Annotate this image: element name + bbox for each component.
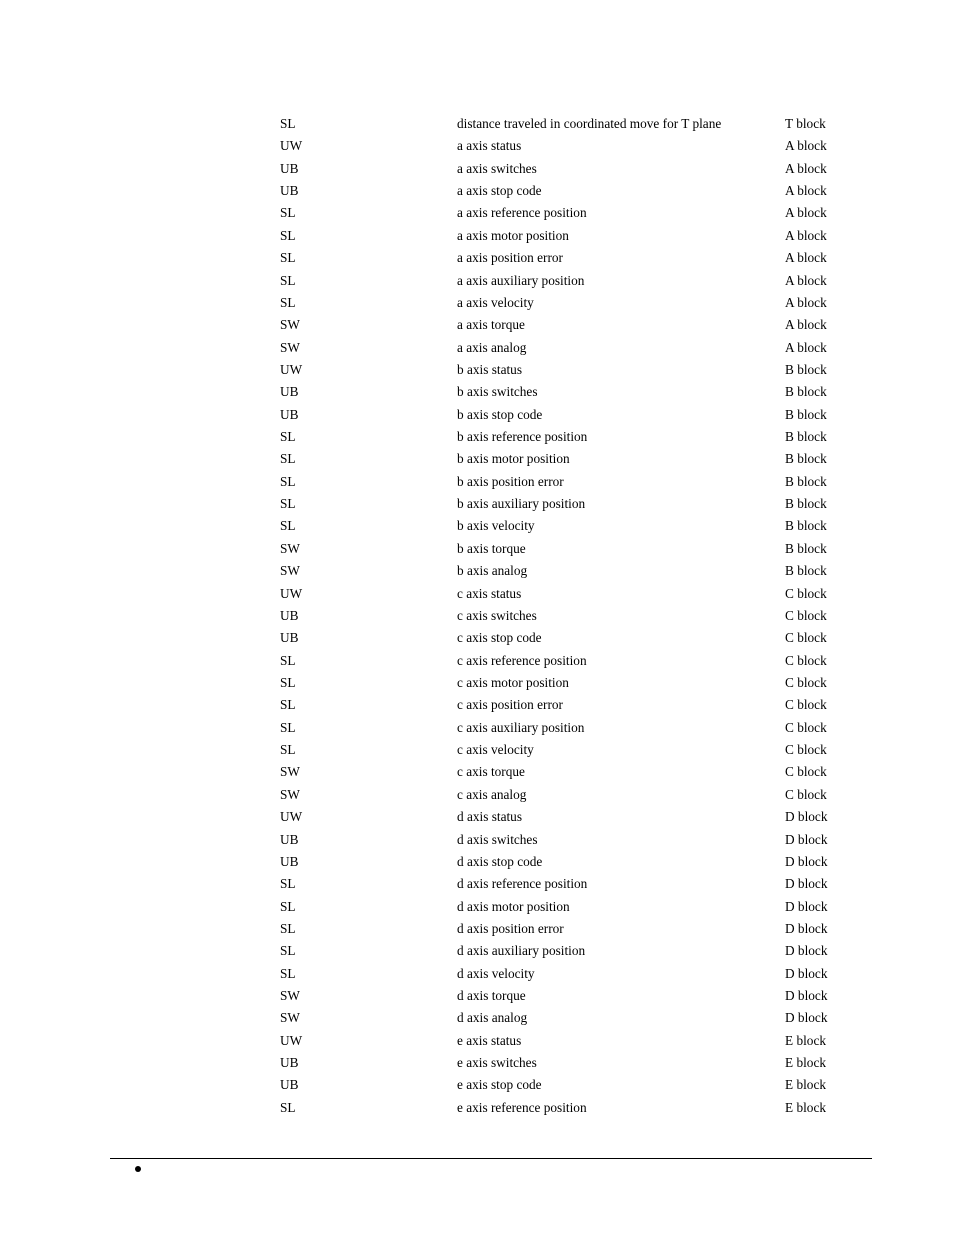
data-type-cell: SL (280, 473, 296, 489)
data-type-cell: UW (280, 1032, 303, 1048)
table-row (0, 515, 954, 537)
table-row (0, 359, 954, 381)
item-description-cell: d axis reference position (457, 876, 588, 892)
data-type-cell: UW (280, 138, 303, 154)
table-row (0, 158, 954, 180)
data-type-cell: SL (280, 943, 296, 959)
data-type-cell: SW (280, 988, 300, 1004)
table-row (0, 426, 954, 448)
footer-rule (110, 1158, 872, 1159)
item-description-cell: a axis velocity (457, 294, 534, 310)
data-type-cell: SL (280, 1099, 296, 1115)
item-description-cell: a axis position error (457, 250, 563, 266)
block-cell: D block (785, 988, 828, 1004)
table-row (0, 761, 954, 783)
block-cell: D block (785, 943, 828, 959)
item-description-cell: d axis switches (457, 831, 538, 847)
block-cell: B block (785, 451, 827, 467)
block-cell: A block (785, 339, 827, 355)
block-cell: A block (785, 294, 827, 310)
data-type-cell: SL (280, 742, 296, 758)
data-type-cell: UB (280, 406, 299, 422)
item-description-cell: a axis motor position (457, 227, 569, 243)
block-cell: A block (785, 160, 827, 176)
block-cell: A block (785, 183, 827, 199)
data-type-cell: SL (280, 116, 296, 131)
table-row (0, 694, 954, 716)
data-record-table (0, 113, 954, 1119)
data-type-cell: UW (280, 585, 303, 601)
item-description-cell: a axis reference position (457, 205, 587, 221)
item-description-cell: b axis reference position (457, 429, 588, 445)
item-description-cell: a axis stop code (457, 183, 542, 199)
table-row (0, 381, 954, 403)
data-type-cell: UB (280, 1055, 299, 1071)
block-cell: A block (785, 317, 827, 333)
block-cell: B block (785, 518, 827, 534)
data-type-cell: SL (280, 719, 296, 735)
data-type-cell: SW (280, 764, 300, 780)
item-description-cell: c axis auxiliary position (457, 719, 585, 735)
data-type-cell: SL (280, 429, 296, 445)
table-row (0, 1030, 954, 1052)
table-row (0, 896, 954, 918)
block-cell: E block (785, 1055, 826, 1071)
data-type-cell: SL (280, 227, 296, 243)
data-type-cell: UB (280, 607, 299, 623)
data-type-cell: UB (280, 1077, 299, 1093)
block-cell: D block (785, 876, 828, 892)
data-type-cell: UB (280, 853, 299, 869)
item-description-cell: b axis position error (457, 473, 564, 489)
item-description-cell: a axis analog (457, 339, 527, 355)
block-cell: B block (785, 496, 827, 512)
item-description-cell: c axis velocity (457, 742, 534, 758)
item-description-cell: c axis position error (457, 697, 563, 713)
data-type-cell: SL (280, 272, 296, 288)
table-row (0, 448, 954, 470)
data-type-cell: SW (280, 317, 300, 333)
item-description-cell: d axis stop code (457, 853, 543, 869)
table-row (0, 829, 954, 851)
data-type-cell: SW (280, 540, 300, 556)
data-type-cell: SL (280, 451, 296, 467)
block-cell: D block (785, 853, 828, 869)
block-cell: D block (785, 809, 828, 825)
item-description-cell: b axis auxiliary position (457, 496, 586, 512)
item-description-cell: d axis torque (457, 988, 526, 1004)
data-type-cell: SL (280, 965, 296, 981)
block-cell: C block (785, 630, 827, 646)
block-cell: D block (785, 920, 828, 936)
table-row (0, 1074, 954, 1096)
table-row (0, 940, 954, 962)
block-cell: A block (785, 272, 827, 288)
item-description-cell: c axis status (457, 585, 522, 601)
table-row (0, 404, 954, 426)
item-description-cell: b axis torque (457, 540, 526, 556)
item-description-cell: a axis switches (457, 160, 537, 176)
item-description-cell: c axis reference position (457, 652, 587, 668)
data-type-cell: SL (280, 518, 296, 534)
item-description-cell: d axis position error (457, 920, 564, 936)
block-cell: D block (785, 1010, 828, 1026)
data-type-cell: SL (280, 496, 296, 512)
table-row (0, 135, 954, 157)
block-cell: C block (785, 652, 827, 668)
block-cell: E block (785, 1032, 826, 1048)
table-row (0, 538, 954, 560)
block-cell: A block (785, 138, 827, 154)
table-row (0, 985, 954, 1007)
data-type-cell: UB (280, 384, 299, 400)
item-description-cell: b axis stop code (457, 406, 543, 422)
table-row (0, 806, 954, 828)
data-type-cell: UB (280, 630, 299, 646)
block-cell: D block (785, 898, 828, 914)
block-cell: E block (785, 1099, 826, 1115)
table-row (0, 337, 954, 359)
table-row (0, 627, 954, 649)
item-description-cell: d axis motor position (457, 898, 570, 914)
block-cell: C block (785, 585, 827, 601)
item-description-cell: e axis reference position (457, 1099, 587, 1115)
block-cell: B block (785, 361, 827, 377)
data-type-cell: SL (280, 920, 296, 936)
block-cell: C block (785, 719, 827, 735)
data-type-cell: SW (280, 339, 300, 355)
block-cell: T block (785, 116, 826, 131)
item-description-cell: a axis auxiliary position (457, 272, 585, 288)
block-cell: A block (785, 227, 827, 243)
table-row (0, 963, 954, 985)
table-row (0, 605, 954, 627)
table-row (0, 784, 954, 806)
item-description-cell: b axis status (457, 361, 523, 377)
block-cell: D block (785, 831, 828, 847)
item-description-cell: d axis analog (457, 1010, 528, 1026)
table-row (0, 225, 954, 247)
block-cell: C block (785, 764, 827, 780)
item-description-cell: a axis torque (457, 317, 525, 333)
item-description-cell: d axis velocity (457, 965, 535, 981)
table-row (0, 918, 954, 940)
item-description-cell: e axis stop code (457, 1077, 542, 1093)
block-cell: A block (785, 250, 827, 266)
block-cell: B block (785, 429, 827, 445)
table-row (0, 471, 954, 493)
data-type-cell: SL (280, 898, 296, 914)
data-type-cell: SW (280, 786, 300, 802)
item-description-cell: e axis switches (457, 1055, 537, 1071)
data-type-cell: UW (280, 361, 303, 377)
bullet-icon (135, 1166, 141, 1172)
table-row (0, 1097, 954, 1119)
table-row (0, 1052, 954, 1074)
table-row (0, 270, 954, 292)
block-cell: D block (785, 965, 828, 981)
item-description-cell: c axis switches (457, 607, 537, 623)
table-row (0, 650, 954, 672)
item-description-cell: a axis status (457, 138, 522, 154)
table-row (0, 247, 954, 269)
table-row (0, 493, 954, 515)
item-description-cell: c axis motor position (457, 674, 569, 690)
block-cell: E block (785, 1077, 826, 1093)
block-cell: B block (785, 384, 827, 400)
table-row (0, 583, 954, 605)
table-row (0, 180, 954, 202)
block-cell: B block (785, 563, 827, 579)
table-row (0, 851, 954, 873)
table-row (0, 1007, 954, 1029)
data-type-cell: UB (280, 831, 299, 847)
block-cell: C block (785, 786, 827, 802)
data-type-cell: SL (280, 876, 296, 892)
data-type-cell: SL (280, 294, 296, 310)
data-type-cell: UW (280, 809, 303, 825)
item-description-cell: b axis velocity (457, 518, 535, 534)
block-cell: C block (785, 697, 827, 713)
item-description-cell: b axis switches (457, 384, 538, 400)
block-cell: B block (785, 473, 827, 489)
data-type-cell: UB (280, 160, 299, 176)
block-cell: C block (785, 607, 827, 623)
block-cell: C block (785, 674, 827, 690)
item-description-cell: b axis motor position (457, 451, 570, 467)
item-description-cell: e axis status (457, 1032, 522, 1048)
block-cell: C block (785, 742, 827, 758)
item-description-cell: b axis analog (457, 563, 528, 579)
data-type-cell: SL (280, 652, 296, 668)
data-type-cell: SL (280, 674, 296, 690)
item-description-cell: d axis status (457, 809, 523, 825)
data-type-cell: SW (280, 563, 300, 579)
block-cell: B block (785, 406, 827, 422)
table-row (0, 202, 954, 224)
table-row (0, 672, 954, 694)
block-cell: B block (785, 540, 827, 556)
table-row (0, 560, 954, 582)
item-description-cell: c axis torque (457, 764, 525, 780)
data-type-cell: UB (280, 183, 299, 199)
data-type-cell: SL (280, 697, 296, 713)
data-type-cell: SL (280, 250, 296, 266)
item-description-cell: c axis stop code (457, 630, 542, 646)
item-description-cell: distance traveled in coordinated move for T plane (457, 116, 722, 131)
data-type-cell: SL (280, 205, 296, 221)
table-row (0, 873, 954, 895)
table-row (0, 113, 954, 135)
block-cell: A block (785, 205, 827, 221)
table-row (0, 314, 954, 336)
table-row (0, 717, 954, 739)
item-description-cell: d axis auxiliary position (457, 943, 586, 959)
table-row (0, 292, 954, 314)
table-row (0, 739, 954, 761)
item-description-cell: c axis analog (457, 786, 527, 802)
data-type-cell: SW (280, 1010, 300, 1026)
